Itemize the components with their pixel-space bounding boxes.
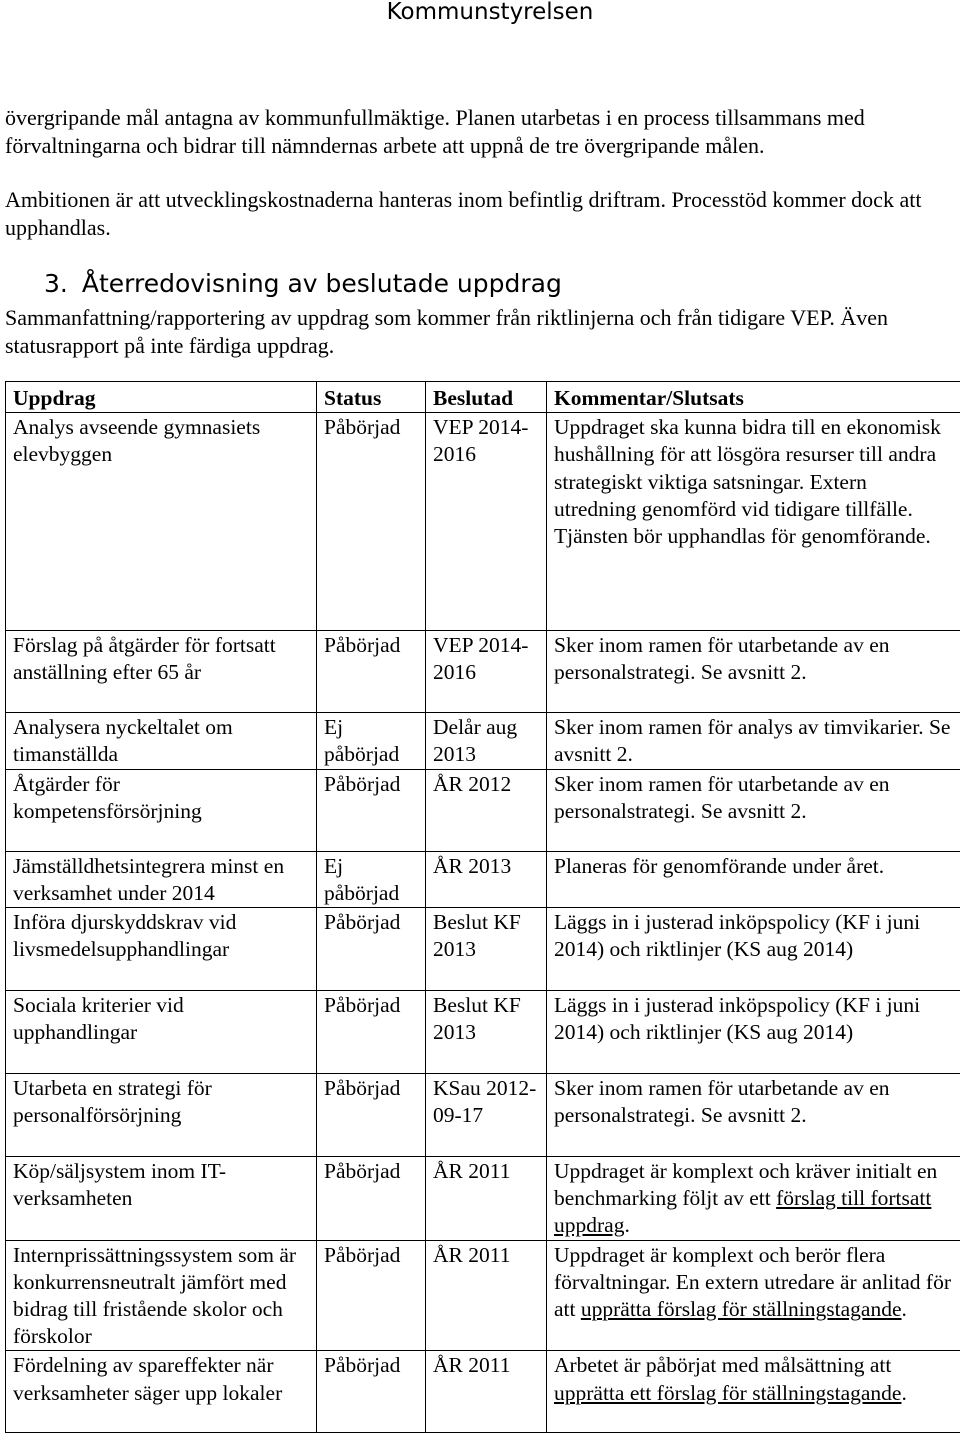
cell-beslutad: VEP 2014-2016 bbox=[426, 413, 547, 631]
table-row bbox=[6, 1074, 960, 1157]
table-header-row bbox=[6, 382, 960, 413]
cell-kommentar: Sker inom ramen för utarbetande av en personalstrategi. Se avsnitt 2. bbox=[547, 769, 960, 851]
table-row bbox=[6, 1351, 960, 1433]
table-row bbox=[6, 1157, 960, 1241]
table-row bbox=[6, 713, 960, 769]
assignments-table bbox=[5, 381, 960, 1433]
cell-uppdrag: Utarbeta en strategi för personalförsörjning bbox=[6, 1074, 317, 1157]
page-header: Kommunstyrelsen bbox=[386, 0, 594, 25]
cell-uppdrag: Köp/säljsystem inom IT-verksamheten bbox=[6, 1157, 317, 1241]
comment-underlined-text: förslag till fortsatt uppdrag bbox=[554, 1186, 932, 1238]
cell-kommentar: Sker inom ramen för utarbetande av en personalstrategi. Se avsnitt 2. bbox=[547, 1074, 960, 1157]
cell-uppdrag: Åtgärder för kompetensförsörjning bbox=[6, 769, 317, 851]
table-row bbox=[6, 769, 960, 851]
comment-end: . bbox=[901, 1297, 907, 1322]
cell-kommentar: Planeras för genomförande under året. bbox=[547, 851, 960, 907]
section-title: Återredovisning av beslutade uppdrag bbox=[81, 269, 562, 298]
comment-text: Uppdraget är komplext och berör flera förvaltningar. En extern utredare är anlitad för att bbox=[554, 1242, 951, 1322]
section-heading bbox=[44, 268, 562, 300]
cell-status: Påbörjad bbox=[317, 1351, 426, 1433]
column-header-uppdrag: Uppdrag bbox=[6, 382, 317, 413]
cell-kommentar bbox=[547, 1240, 960, 1351]
table-row bbox=[6, 413, 960, 631]
column-header-kommentar: Kommentar/Slutsats bbox=[547, 382, 960, 413]
cell-beslutad: Beslut KF 2013 bbox=[426, 908, 547, 991]
cell-status: Påbörjad bbox=[317, 769, 426, 851]
cell-kommentar: Uppdraget ska kunna bidra till en ekonomisk hushållning för att lösgöra resurser till andra strategiskt viktiga satsningar. Extern utredning genomförd vid tidigare tillfälle. Tjänsten bör upphandlas för genomförande. bbox=[547, 413, 960, 631]
cell-status: Påbörjad bbox=[317, 413, 426, 631]
comment-end: . bbox=[901, 1380, 907, 1405]
comment-text: Arbetet är påbörjat med målsättning att bbox=[554, 1353, 892, 1378]
cell-status: Påbörjad bbox=[317, 1074, 426, 1157]
table-row bbox=[6, 631, 960, 713]
cell-beslutad: VEP 2014-2016 bbox=[426, 631, 547, 713]
column-header-status: Status bbox=[317, 382, 426, 413]
cell-beslutad: ÅR 2013 bbox=[426, 851, 547, 907]
table-row bbox=[6, 1240, 960, 1351]
cell-beslutad: Beslut KF 2013 bbox=[426, 991, 547, 1074]
cell-uppdrag: Förslag på åtgärder för fortsatt anställning efter 65 år bbox=[6, 631, 317, 713]
section-number: 3. bbox=[44, 269, 68, 298]
cell-beslutad: KSau 2012-09-17 bbox=[426, 1074, 547, 1157]
cell-uppdrag: Internprissättningssystem som är konkurrensneutralt jämfört med bidrag till fristående skolor och förskolor bbox=[6, 1240, 317, 1351]
cell-kommentar: Sker inom ramen för analys av timvikarier. Se avsnitt 2. bbox=[547, 713, 960, 769]
cell-beslutad: ÅR 2012 bbox=[426, 769, 547, 851]
cell-uppdrag: Fördelning av spareffekter när verksamheter säger upp lokaler bbox=[6, 1351, 317, 1433]
cell-kommentar: Läggs in i justerad inköpspolicy (KF i juni 2014) och riktlinjer (KS aug 2014) bbox=[547, 908, 960, 991]
comment-text: Uppdraget är komplext och kräver initialt en benchmarking följt av ett bbox=[554, 1159, 938, 1211]
cell-beslutad: ÅR 2011 bbox=[426, 1240, 547, 1351]
intro-paragraph-2: Ambitionen är att utvecklingskostnaderna hanteras inom befintlig driftram. Processtöd kommer dock att upphandlas. bbox=[5, 187, 922, 240]
cell-status: Påbörjad bbox=[317, 631, 426, 713]
cell-status: Påbörjad bbox=[317, 991, 426, 1074]
cell-beslutad: Delår aug 2013 bbox=[426, 713, 547, 769]
intro-paragraph-1: övergripande mål antagna av kommunfullmäktige. Planen utarbetas i en process tillsammans med förvaltningarna och bidrar till nämndernas arbete att uppnå de tre övergripande målen. bbox=[5, 105, 865, 158]
cell-kommentar bbox=[547, 1351, 960, 1433]
cell-uppdrag: Sociala kriterier vid upphandlingar bbox=[6, 991, 317, 1074]
cell-uppdrag: Jämställdhetsintegrera minst en verksamhet under 2014 bbox=[6, 851, 317, 907]
cell-kommentar: Läggs in i justerad inköpspolicy (KF i juni 2014) och riktlinjer (KS aug 2014) bbox=[547, 991, 960, 1074]
cell-kommentar bbox=[547, 1157, 960, 1241]
cell-status: Påbörjad bbox=[317, 1240, 426, 1351]
cell-status: Påbörjad bbox=[317, 1157, 426, 1241]
section-description: Sammanfattning/rapportering av uppdrag som kommer från riktlinjerna och från tidigare VEP. Även statusrapport på inte färdiga uppdrag. bbox=[5, 305, 889, 358]
comment-underlined-text: upprätta förslag för ställningstagande bbox=[580, 1297, 902, 1322]
table-row bbox=[6, 908, 960, 991]
cell-uppdrag: Analys avseende gymnasiets elevbyggen bbox=[6, 413, 317, 631]
cell-status: Påbörjad bbox=[317, 908, 426, 991]
table-row bbox=[6, 991, 960, 1074]
cell-beslutad: ÅR 2011 bbox=[426, 1157, 547, 1241]
cell-uppdrag: Införa djurskyddskrav vid livsmedelsupphandlingar bbox=[6, 908, 317, 991]
column-header-beslutad: Beslutad bbox=[426, 382, 547, 413]
table-row bbox=[6, 851, 960, 907]
cell-kommentar: Sker inom ramen för utarbetande av en personalstrategi. Se avsnitt 2. bbox=[547, 631, 960, 713]
cell-uppdrag: Analysera nyckeltalet om timanställda bbox=[6, 713, 317, 769]
cell-status: Ej påbörjad bbox=[317, 713, 426, 769]
comment-underlined-text: upprätta ett förslag för ställningstagande bbox=[554, 1380, 902, 1405]
cell-beslutad: ÅR 2011 bbox=[426, 1351, 547, 1433]
cell-status: Ej påbörjad bbox=[317, 851, 426, 907]
comment-end: . bbox=[624, 1213, 630, 1238]
